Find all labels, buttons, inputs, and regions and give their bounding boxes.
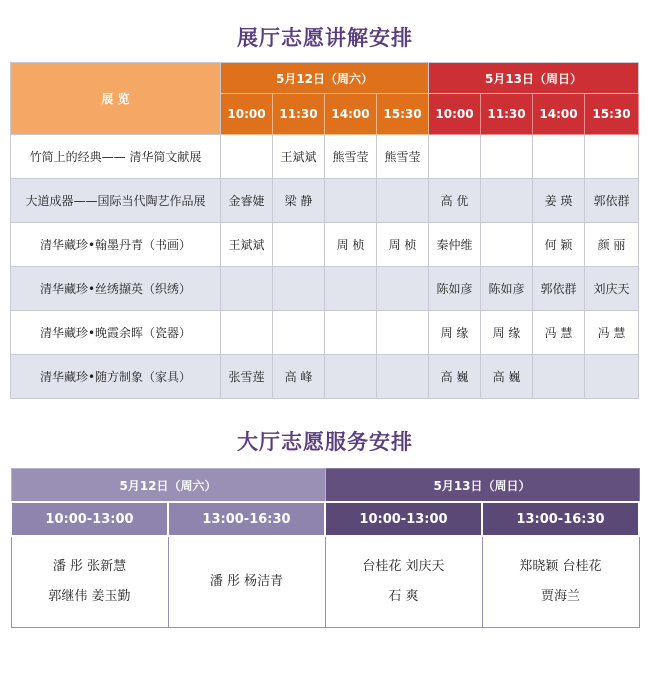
volunteer-cell: 郭依群 xyxy=(533,267,585,311)
time-header: 11:30 xyxy=(481,94,533,135)
time-header: 11:30 xyxy=(273,94,325,135)
volunteer-cell xyxy=(377,179,429,223)
service-day-header-may13: 5月13日（周日） xyxy=(325,469,639,503)
volunteer-cell xyxy=(273,267,325,311)
exhibition-header: 展 览 xyxy=(11,63,221,135)
volunteer-cell xyxy=(377,267,429,311)
time-header: 14:00 xyxy=(325,94,377,135)
exhibition-name: 大道成器——国际当代陶艺作品展 xyxy=(11,179,221,223)
volunteer-cell xyxy=(273,311,325,355)
volunteer-cell: 周 桢 xyxy=(377,223,429,267)
volunteer-cell xyxy=(221,135,273,179)
table-row xyxy=(11,355,639,399)
service-slot-header: 13:00-16:30 xyxy=(482,502,639,536)
volunteer-cell: 熊雪莹 xyxy=(325,135,377,179)
exhibition-name: 清华藏珍•丝绣撷英（织绣） xyxy=(11,267,221,311)
volunteer-cell xyxy=(533,355,585,399)
volunteer-cell xyxy=(377,355,429,399)
guide-schedule-table xyxy=(10,62,639,399)
table-row xyxy=(11,179,639,223)
volunteer-cell: 高 巍 xyxy=(429,355,481,399)
volunteer-cell: 梁 静 xyxy=(273,179,325,223)
volunteer-cell: 冯 慧 xyxy=(533,311,585,355)
volunteer-cell: 高 优 xyxy=(429,179,481,223)
volunteer-cell xyxy=(585,355,639,399)
table-row xyxy=(11,135,639,179)
service-volunteers-cell xyxy=(11,536,168,628)
service-schedule-title: 大厅志愿服务安排 xyxy=(237,430,413,454)
volunteer-cell: 王斌斌 xyxy=(221,223,273,267)
volunteer-line: 潘 彤 杨洁青 xyxy=(209,574,284,589)
table-row xyxy=(11,267,639,311)
day-header-may13: 5月13日（周日） xyxy=(429,63,639,94)
volunteer-cell xyxy=(481,135,533,179)
service-slot-header: 13:00-16:30 xyxy=(168,502,325,536)
day-header-may12: 5月12日（周六） xyxy=(221,63,429,94)
volunteer-cell xyxy=(325,311,377,355)
volunteer-cell xyxy=(481,179,533,223)
time-header: 15:30 xyxy=(585,94,639,135)
volunteer-cell: 陈如彦 xyxy=(481,267,533,311)
volunteer-line: 台桂花 刘庆天 xyxy=(362,559,445,574)
time-header: 15:30 xyxy=(377,94,429,135)
service-day-header-may12: 5月12日（周六） xyxy=(11,469,325,503)
volunteer-cell xyxy=(325,267,377,311)
volunteer-cell xyxy=(325,179,377,223)
volunteer-cell: 张雪莲 xyxy=(221,355,273,399)
volunteer-line: 石 爽 xyxy=(388,589,419,604)
service-volunteers-cell xyxy=(168,536,325,628)
volunteer-cell: 周 桢 xyxy=(325,223,377,267)
service-volunteers-cell xyxy=(325,536,482,628)
volunteer-line: 郭继伟 姜玉勤 xyxy=(48,589,131,604)
exhibition-name: 清华藏珍•随方制象（家具） xyxy=(11,355,221,399)
volunteer-cell: 刘庆天 xyxy=(585,267,639,311)
guide-schedule-title: 展厅志愿讲解安排 xyxy=(237,26,413,50)
volunteer-cell: 王斌斌 xyxy=(273,135,325,179)
exhibition-name: 清华藏珍•翰墨丹青（书画） xyxy=(11,223,221,267)
volunteer-cell xyxy=(377,311,429,355)
exhibition-name: 竹简上的经典—— 清华简文献展 xyxy=(11,135,221,179)
time-header: 10:00 xyxy=(429,94,481,135)
table-row xyxy=(11,311,639,355)
time-header: 14:00 xyxy=(533,94,585,135)
service-slot-header: 10:00-13:00 xyxy=(325,502,482,536)
volunteer-cell xyxy=(533,135,585,179)
volunteer-cell xyxy=(585,135,639,179)
volunteer-cell: 熊雪莹 xyxy=(377,135,429,179)
exhibition-name: 清华藏珍•晚霞余晖（瓷器） xyxy=(11,311,221,355)
volunteer-cell xyxy=(221,311,273,355)
volunteer-cell xyxy=(221,267,273,311)
volunteer-cell: 秦仲维 xyxy=(429,223,481,267)
volunteer-line: 郑晓颖 台桂花 xyxy=(519,559,602,574)
volunteer-line: 潘 彤 张新慧 xyxy=(52,559,127,574)
volunteer-cell: 金睿婕 xyxy=(221,179,273,223)
volunteer-cell: 何 颖 xyxy=(533,223,585,267)
service-slot-header: 10:00-13:00 xyxy=(11,502,168,536)
time-header: 10:00 xyxy=(221,94,273,135)
volunteer-cell xyxy=(273,223,325,267)
volunteer-cell xyxy=(481,223,533,267)
volunteer-cell: 姜 瑛 xyxy=(533,179,585,223)
volunteer-line: 贾海兰 xyxy=(540,589,580,604)
volunteer-cell: 周 缘 xyxy=(429,311,481,355)
volunteer-cell: 颜 丽 xyxy=(585,223,639,267)
service-schedule-table xyxy=(10,468,640,628)
volunteer-cell: 郭依群 xyxy=(585,179,639,223)
volunteer-cell xyxy=(429,135,481,179)
volunteer-cell: 周 缘 xyxy=(481,311,533,355)
volunteer-cell xyxy=(325,355,377,399)
service-volunteers-cell xyxy=(482,536,639,628)
table-row xyxy=(11,223,639,267)
volunteer-cell: 陈如彦 xyxy=(429,267,481,311)
volunteer-cell: 高 峰 xyxy=(273,355,325,399)
volunteer-cell: 高 巍 xyxy=(481,355,533,399)
volunteer-cell: 冯 慧 xyxy=(585,311,639,355)
